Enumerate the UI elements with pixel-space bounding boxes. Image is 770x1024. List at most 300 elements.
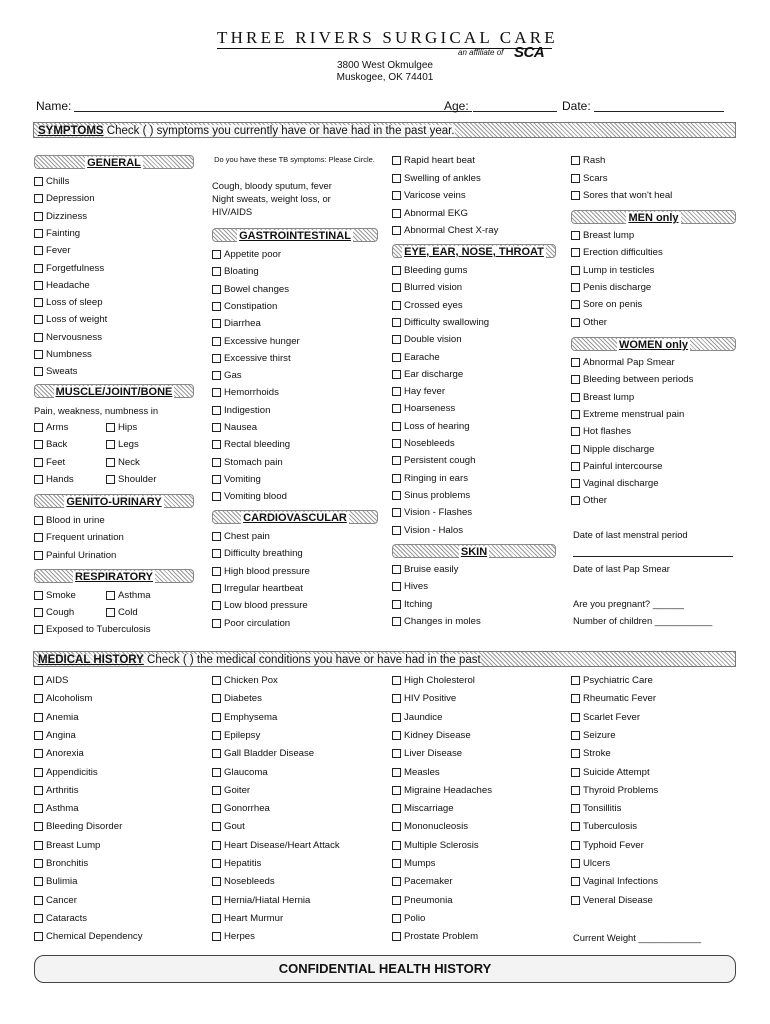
- history-column-3: [392, 0, 567, 1024]
- checkbox[interactable]: [392, 914, 401, 923]
- condition-liver-disease[interactable]: [392, 747, 462, 760]
- condition-heart-murmur[interactable]: [212, 912, 283, 925]
- checkbox-label: Persistent cough: [404, 455, 476, 467]
- checkbox-label: Cough: [46, 607, 75, 619]
- checkbox-label: Swelling of ankles: [404, 172, 481, 184]
- checkbox-label: Appendicitis: [46, 766, 98, 778]
- checkbox[interactable]: [571, 786, 580, 795]
- checkbox[interactable]: [34, 822, 43, 831]
- checkbox-label: Liver Disease: [404, 748, 463, 760]
- women-heading: WOMEN only: [571, 337, 736, 351]
- condition-polio[interactable]: [392, 912, 425, 925]
- checkbox[interactable]: [34, 877, 43, 886]
- checkbox-label: Rectal bleeding: [224, 439, 291, 451]
- checkbox[interactable]: [34, 676, 43, 685]
- checkbox[interactable]: [392, 841, 401, 850]
- checkbox-label: Poor circulation: [224, 617, 291, 629]
- condition-mumps[interactable]: [392, 857, 435, 870]
- checkbox-label: Miscarriage: [404, 803, 454, 815]
- checkbox-label: Abnormal EKG: [404, 207, 468, 219]
- checkbox-label: Bronchitis: [46, 858, 89, 869]
- checkbox-label: Arms: [46, 422, 69, 433]
- history-title: MEDICAL HISTORY: [38, 654, 144, 666]
- checkbox-label: Numbness: [46, 349, 92, 360]
- checkbox[interactable]: [392, 786, 401, 795]
- checkbox[interactable]: [392, 822, 401, 831]
- checkbox-label: Fever: [46, 245, 71, 257]
- checkbox[interactable]: [392, 877, 401, 886]
- checkbox-label: Cancer: [46, 894, 77, 906]
- checkbox[interactable]: [34, 896, 43, 905]
- checkbox[interactable]: [212, 932, 221, 941]
- history-column-1: [34, 0, 209, 1024]
- checkbox[interactable]: [212, 896, 221, 905]
- condition-multiple-sclerosis[interactable]: [392, 839, 479, 852]
- checkbox-label: Headache: [46, 279, 90, 291]
- checkbox[interactable]: [392, 768, 401, 777]
- checkbox[interactable]: [212, 694, 221, 703]
- checkbox[interactable]: [34, 859, 43, 868]
- checkbox-label: Forgetfulness: [46, 262, 105, 274]
- condition-pacemaker[interactable]: [392, 875, 453, 888]
- checkbox-label: Rheumatic Fever: [583, 693, 657, 705]
- condition-nosebleeds[interactable]: [212, 875, 275, 888]
- checkbox[interactable]: [212, 914, 221, 923]
- condition-typhoid-fever[interactable]: [571, 839, 644, 852]
- checkbox-label: Nipple discharge: [583, 443, 655, 455]
- checkbox[interactable]: [392, 749, 401, 758]
- condition-cataracts[interactable]: [34, 912, 87, 925]
- checkbox-label: Nosebleeds: [224, 876, 275, 888]
- checkbox[interactable]: [571, 713, 580, 722]
- checkbox[interactable]: [212, 822, 221, 831]
- checkbox[interactable]: [212, 877, 221, 886]
- condition-epilepsy[interactable]: [212, 729, 260, 742]
- muscle-note: Pain, weakness, numbness in: [34, 405, 159, 416]
- checkbox-label: High blood pressure: [224, 565, 310, 577]
- condition-mononucleosis[interactable]: [392, 820, 468, 833]
- condition-vaginal-infections[interactable]: [571, 875, 658, 888]
- condition-high-cholesterol[interactable]: [392, 674, 475, 687]
- checkbox[interactable]: [571, 731, 580, 740]
- checkbox-label: Feet: [46, 456, 66, 468]
- condition-scarlet-fever[interactable]: [571, 711, 640, 724]
- checkbox-label: Gonorrhea: [224, 803, 270, 815]
- checkbox-label: Hoarseness: [404, 403, 456, 415]
- respiratory-heading: RESPIRATORY: [34, 569, 194, 583]
- checkbox-label: Legs: [118, 439, 139, 451]
- checkbox[interactable]: [392, 676, 401, 685]
- checkbox-label: Typhoid Fever: [583, 839, 644, 851]
- checkbox-label: Rash: [583, 155, 606, 166]
- general-heading: GENERAL: [34, 155, 194, 169]
- checkbox-label: Stomach pain: [224, 456, 283, 468]
- checkbox-label: Blood in urine: [46, 515, 105, 526]
- condition-veneral-disease[interactable]: [571, 894, 653, 907]
- checkbox-label: Bulimia: [46, 876, 78, 888]
- checkbox-label: Excessive hunger: [224, 335, 300, 347]
- checkbox-label: Sores that won't heal: [583, 190, 673, 201]
- condition-ulcers[interactable]: [571, 857, 610, 870]
- checkbox-label: Polio: [404, 912, 426, 924]
- checkbox-label: Alcoholism: [46, 693, 93, 705]
- symptoms-title: SYMPTOMS: [38, 125, 104, 137]
- checkbox[interactable]: [392, 713, 401, 722]
- checkbox-label: Mononucleosis: [404, 821, 468, 833]
- checkbox-label: High Cholesterol: [404, 675, 475, 686]
- checkbox-label: Herpes: [224, 931, 255, 943]
- muscle-heading: MUSCLE/JOINT/BONE: [34, 384, 194, 398]
- checkbox-label: Goiter: [224, 784, 251, 796]
- checkbox-label: Bruise easily: [404, 564, 459, 575]
- checkbox[interactable]: [34, 841, 43, 850]
- checkbox-label: Bleeding Disorder: [46, 821, 123, 833]
- checkbox-label: Suicide Attempt: [583, 766, 650, 778]
- checkbox-label: Sinus problems: [404, 489, 471, 501]
- condition-bulimia[interactable]: [34, 875, 77, 888]
- checkbox-label: Cataracts: [46, 912, 88, 924]
- checkbox-label: Chemical Dependency: [46, 931, 143, 943]
- condition-seizure[interactable]: [571, 729, 616, 742]
- checkbox-label: Loss of hearing: [404, 420, 470, 432]
- cardio-heading: CARDIOVASCULAR: [212, 510, 378, 524]
- checkbox-label: Loss of weight: [46, 314, 108, 326]
- checkbox-label: Chicken Pox: [224, 675, 278, 686]
- condition-anemia[interactable]: [34, 711, 79, 724]
- checkbox-label: Difficulty breathing: [224, 548, 303, 560]
- checkbox-label: Indigestion: [224, 404, 271, 416]
- ent-heading: EYE, EAR, NOSE, THROAT: [392, 244, 556, 258]
- checkbox-label: Mumps: [404, 858, 436, 869]
- condition-bleeding-disorder[interactable]: [34, 820, 122, 833]
- condition-angina[interactable]: [34, 729, 76, 742]
- condition-hepatitis[interactable]: [212, 857, 261, 870]
- checkbox-label: Vomiting: [224, 473, 261, 485]
- checkbox-label: Fainting: [46, 227, 81, 239]
- condition-breast-lump[interactable]: [34, 839, 100, 852]
- checkbox-label: Dizziness: [46, 210, 88, 222]
- condition-tuberculosis[interactable]: [571, 820, 637, 833]
- checkbox-label: Thyroid Problems: [583, 784, 659, 796]
- age-label: Age:: [444, 99, 469, 113]
- checkbox-label: Pneumonia: [404, 894, 453, 906]
- condition-gall-bladder-disease[interactable]: [212, 747, 314, 760]
- checkbox[interactable]: [571, 804, 580, 813]
- current-weight-field[interactable]: Current Weight ____________: [573, 932, 702, 943]
- checkbox-label: Gall Bladder Disease: [224, 748, 315, 760]
- condition-glaucoma[interactable]: [212, 766, 268, 779]
- checkbox-label: Constipation: [224, 300, 278, 312]
- checkbox[interactable]: [212, 768, 221, 777]
- checkbox-label: Breast lump: [583, 391, 635, 403]
- checkbox-label: Anorexia: [46, 748, 84, 760]
- date-label: Date:: [562, 99, 591, 113]
- checkbox-label: Nosebleeds: [404, 438, 455, 449]
- condition-tonsillitis[interactable]: [571, 802, 621, 815]
- checkbox-label: Irregular heartbeat: [224, 582, 303, 594]
- checkbox-label: Blurred vision: [404, 282, 463, 294]
- checkbox-label: Ear discharge: [404, 368, 464, 380]
- men-heading: MEN only: [571, 210, 736, 224]
- checkbox[interactable]: [212, 859, 221, 868]
- genito-heading: GENITO-URINARY: [34, 494, 194, 508]
- checkbox-label: Depression: [46, 193, 95, 205]
- checkbox-label: Seizure: [583, 729, 616, 741]
- address-line-1: 3800 West Okmulgee: [337, 60, 433, 71]
- checkbox-label: Hay fever: [404, 386, 446, 398]
- checkbox-label: Bloating: [224, 266, 259, 278]
- checkbox[interactable]: [34, 914, 43, 923]
- condition-chicken-pox[interactable]: [212, 674, 278, 687]
- children-field[interactable]: Number of children ___________: [573, 615, 713, 626]
- checkbox-label: Frequent urination: [46, 532, 124, 544]
- checkbox-label: Vision - Halos: [404, 524, 464, 536]
- checkbox[interactable]: [212, 841, 221, 850]
- condition-cancer[interactable]: [34, 894, 77, 907]
- condition-diabetes[interactable]: [212, 692, 262, 705]
- history-column-4: [571, 0, 741, 1024]
- tb-line-1: Cough, bloody sputum, fever: [212, 180, 332, 191]
- checkbox-label: Extreme menstrual pain: [583, 408, 685, 420]
- checkbox-label: Smoke: [46, 590, 76, 601]
- checkbox-label: Sore on penis: [583, 299, 643, 311]
- checkbox-label: Angina: [46, 729, 76, 741]
- checkbox-label: Hips: [118, 422, 138, 433]
- checkbox-label: Asthma: [46, 803, 79, 815]
- checkbox[interactable]: [392, 804, 401, 813]
- checkbox-label: Excessive thirst: [224, 352, 291, 364]
- checkbox-label: Breast Lump: [46, 839, 101, 851]
- checkbox-label: Varicose veins: [404, 190, 466, 201]
- checkbox[interactable]: [571, 859, 580, 868]
- sca-logo: SCA: [514, 44, 545, 61]
- checkbox-label: Tonsillitis: [583, 803, 622, 815]
- checkbox-label: Crossed eyes: [404, 299, 463, 311]
- checkbox-label: Vaginal Infections: [583, 876, 659, 888]
- condition-asthma[interactable]: [34, 802, 79, 815]
- symptoms-instructions: Check ( ) symptoms you currently have or have had in the past year.: [103, 125, 455, 137]
- checkbox-label: Anemia: [46, 711, 79, 723]
- checkbox-label: Painful intercourse: [583, 460, 663, 472]
- checkbox-label: Low blood pressure: [224, 600, 308, 612]
- checkbox[interactable]: [571, 877, 580, 886]
- checkbox[interactable]: [34, 713, 43, 722]
- condition-gout[interactable]: [212, 820, 245, 833]
- checkbox[interactable]: [392, 859, 401, 868]
- checkbox-label: Sweats: [46, 366, 78, 378]
- condition-jaundice[interactable]: [392, 711, 442, 724]
- tb-note: Do you have these TB symptoms: Please Circle.: [214, 155, 375, 164]
- checkbox[interactable]: [571, 841, 580, 850]
- condition-emphysema[interactable]: [212, 711, 277, 724]
- checkbox-label: Hives: [404, 581, 428, 593]
- checkbox-label: AIDS: [46, 675, 69, 686]
- condition-measles[interactable]: [392, 766, 440, 779]
- checkbox-label: Stroke: [583, 748, 611, 760]
- checkbox-label: Penis discharge: [583, 281, 652, 293]
- checkbox-label: Double vision: [404, 334, 462, 346]
- checkbox-label: Difficulty swallowing: [404, 316, 490, 328]
- checkbox-label: Ulcers: [583, 858, 611, 869]
- checkbox[interactable]: [571, 822, 580, 831]
- checkbox-label: Cold: [118, 607, 138, 619]
- checkbox[interactable]: [212, 804, 221, 813]
- checkbox-label: Vomiting blood: [224, 491, 287, 503]
- checkbox-label: Shoulder: [118, 473, 157, 485]
- checkbox[interactable]: [212, 786, 221, 795]
- checkbox-label: Veneral Disease: [583, 894, 653, 906]
- affiliate-text: an affiliate of: [458, 48, 504, 57]
- checkbox-label: Neck: [118, 456, 140, 468]
- checkbox-label: Gas: [224, 370, 242, 382]
- checkbox-label: Hands: [46, 473, 74, 485]
- checkbox-label: Measles: [404, 766, 440, 778]
- checkbox-label: Exposed to Tuberculosis: [46, 624, 151, 635]
- checkbox[interactable]: [212, 713, 221, 722]
- condition-kidney-disease[interactable]: [392, 729, 471, 742]
- checkbox-label: Loss of sleep: [46, 297, 103, 309]
- checkbox-label: Prostate Problem: [404, 931, 479, 943]
- history-instructions: Check ( ) the medical conditions you have or have had in the past: [143, 654, 481, 666]
- checkbox-label: Scarlet Fever: [583, 711, 641, 723]
- checkbox-label: Hemorrhoids: [224, 387, 279, 399]
- checkbox-label: Bleeding gums: [404, 265, 468, 276]
- condition-psychiatric-care[interactable]: [571, 674, 653, 687]
- checkbox-label: Epilepsy: [224, 729, 261, 741]
- checkbox-label: Asthma: [118, 590, 151, 601]
- checkbox-label: Emphysema: [224, 711, 278, 723]
- pap-label: Date of last Pap Smear: [573, 563, 670, 574]
- checkbox-label: Chest pain: [224, 531, 270, 542]
- checkbox-label: Kidney Disease: [404, 729, 471, 741]
- tb-line-3: HIV/AIDS: [212, 206, 253, 217]
- checkbox-label: Hepatitis: [224, 858, 262, 869]
- checkbox-label: Nausea: [224, 422, 258, 433]
- checkbox-label: Hernia/Hiatal Hernia: [224, 894, 311, 906]
- condition-alcoholism[interactable]: [34, 692, 92, 705]
- checkbox-label: Ringing in ears: [404, 472, 468, 484]
- checkbox[interactable]: [212, 676, 221, 685]
- condition-gonorrhea[interactable]: [212, 802, 270, 815]
- checkbox[interactable]: [34, 804, 43, 813]
- checkbox-label: Vaginal discharge: [583, 478, 659, 490]
- checkbox[interactable]: [212, 749, 221, 758]
- checkbox[interactable]: [392, 694, 401, 703]
- condition-aids[interactable]: [34, 674, 68, 687]
- checkbox-label: Tuberculosis: [583, 821, 638, 833]
- condition-arthritis[interactable]: [34, 784, 79, 797]
- checkbox-label: Diabetes: [224, 693, 262, 705]
- condition-pneumonia[interactable]: [392, 894, 453, 907]
- checkbox-label: Changes in moles: [404, 615, 481, 627]
- checkbox[interactable]: [571, 896, 580, 905]
- checkbox[interactable]: [571, 676, 580, 685]
- checkbox-label: Back: [46, 439, 68, 451]
- checkbox-label: Hot flashes: [583, 426, 631, 438]
- condition-herpes[interactable]: [212, 930, 255, 943]
- checkbox[interactable]: [392, 896, 401, 905]
- checkbox-label: Diarrhea: [224, 318, 261, 330]
- pregnant-field[interactable]: Are you pregnant? ______: [573, 598, 685, 609]
- checkbox-label: Rapid heart beat: [404, 155, 475, 166]
- checkbox[interactable]: [34, 768, 43, 777]
- checkbox-label: Vision - Flashes: [404, 507, 473, 519]
- checkbox-label: Multiple Sclerosis: [404, 839, 479, 851]
- checkbox-label: Appetite poor: [224, 249, 282, 260]
- condition-hernia-hiatal-hernia[interactable]: [212, 894, 310, 907]
- checkbox[interactable]: [34, 932, 43, 941]
- checkbox[interactable]: [34, 694, 43, 703]
- skin-heading: SKIN: [392, 544, 556, 558]
- condition-prostate-problem[interactable]: [392, 930, 478, 943]
- checkbox-label: Migraine Headaches: [404, 784, 492, 796]
- checkbox-label: Other: [583, 495, 607, 507]
- checkbox-label: Heart Murmur: [224, 912, 284, 924]
- checkbox[interactable]: [34, 749, 43, 758]
- checkbox-label: Other: [583, 316, 607, 328]
- condition-anorexia[interactable]: [34, 747, 84, 760]
- checkbox-label: Bowel changes: [224, 283, 290, 295]
- condition-migraine-headaches[interactable]: [392, 784, 492, 797]
- checkbox-label: Glaucoma: [224, 766, 268, 778]
- condition-thyroid-problems[interactable]: [571, 784, 658, 797]
- gastro-heading: GASTROINTESTINAL: [212, 228, 378, 242]
- checkbox[interactable]: [392, 731, 401, 740]
- checkbox-label: Chills: [46, 176, 70, 187]
- condition-hiv-positive[interactable]: [392, 692, 456, 705]
- checkbox-label: HIV Positive: [404, 693, 457, 705]
- checkbox[interactable]: [571, 768, 580, 777]
- checkbox[interactable]: [571, 749, 580, 758]
- checkbox-label: Gout: [224, 821, 245, 833]
- checkbox-label: Scars: [583, 172, 608, 184]
- address-line-2: Muskogee, OK 74401: [336, 72, 434, 83]
- condition-chemical-dependency[interactable]: [34, 930, 143, 943]
- history-column-2: [212, 0, 392, 1024]
- condition-appendicitis[interactable]: [34, 766, 98, 779]
- checkbox[interactable]: [392, 932, 401, 941]
- checkbox-label: Jaundice: [404, 711, 443, 723]
- checkbox-label: Arthritis: [46, 784, 79, 796]
- condition-goiter[interactable]: [212, 784, 250, 797]
- condition-rheumatic-fever[interactable]: [571, 692, 656, 705]
- tb-line-2: Night sweats, weight loss, or: [212, 193, 331, 204]
- condition-heart-disease-heart-attack[interactable]: [212, 839, 340, 852]
- checkbox[interactable]: [34, 731, 43, 740]
- condition-miscarriage[interactable]: [392, 802, 454, 815]
- checkbox[interactable]: [212, 731, 221, 740]
- condition-bronchitis[interactable]: [34, 857, 88, 870]
- checkbox-label: Nervousness: [46, 331, 102, 343]
- checkbox-label: Breast lump: [583, 230, 635, 241]
- name-label: Name:: [36, 99, 72, 113]
- checkbox-label: Earache: [404, 351, 440, 363]
- checkbox-label: Bleeding between periods: [583, 374, 694, 386]
- condition-suicide-attempt[interactable]: [571, 766, 650, 779]
- checkbox-label: Itching: [404, 598, 433, 610]
- menstrual-label: Date of last menstral period: [573, 529, 688, 540]
- checkbox-label: Heart Disease/Heart Attack: [224, 839, 340, 851]
- checkbox[interactable]: [571, 694, 580, 703]
- condition-stroke[interactable]: [571, 747, 611, 760]
- checkbox-label: Erection difficulties: [583, 247, 663, 259]
- brand-name: THREE RIVERS SURGICAL CARE: [217, 28, 558, 47]
- checkbox-label: Painful Urination: [46, 549, 117, 561]
- checkbox-label: Lump in testicles: [583, 264, 655, 276]
- checkbox-label: Abnormal Chest X-ray: [404, 225, 499, 236]
- checkbox[interactable]: [34, 786, 43, 795]
- checkbox-label: Pacemaker: [404, 876, 453, 888]
